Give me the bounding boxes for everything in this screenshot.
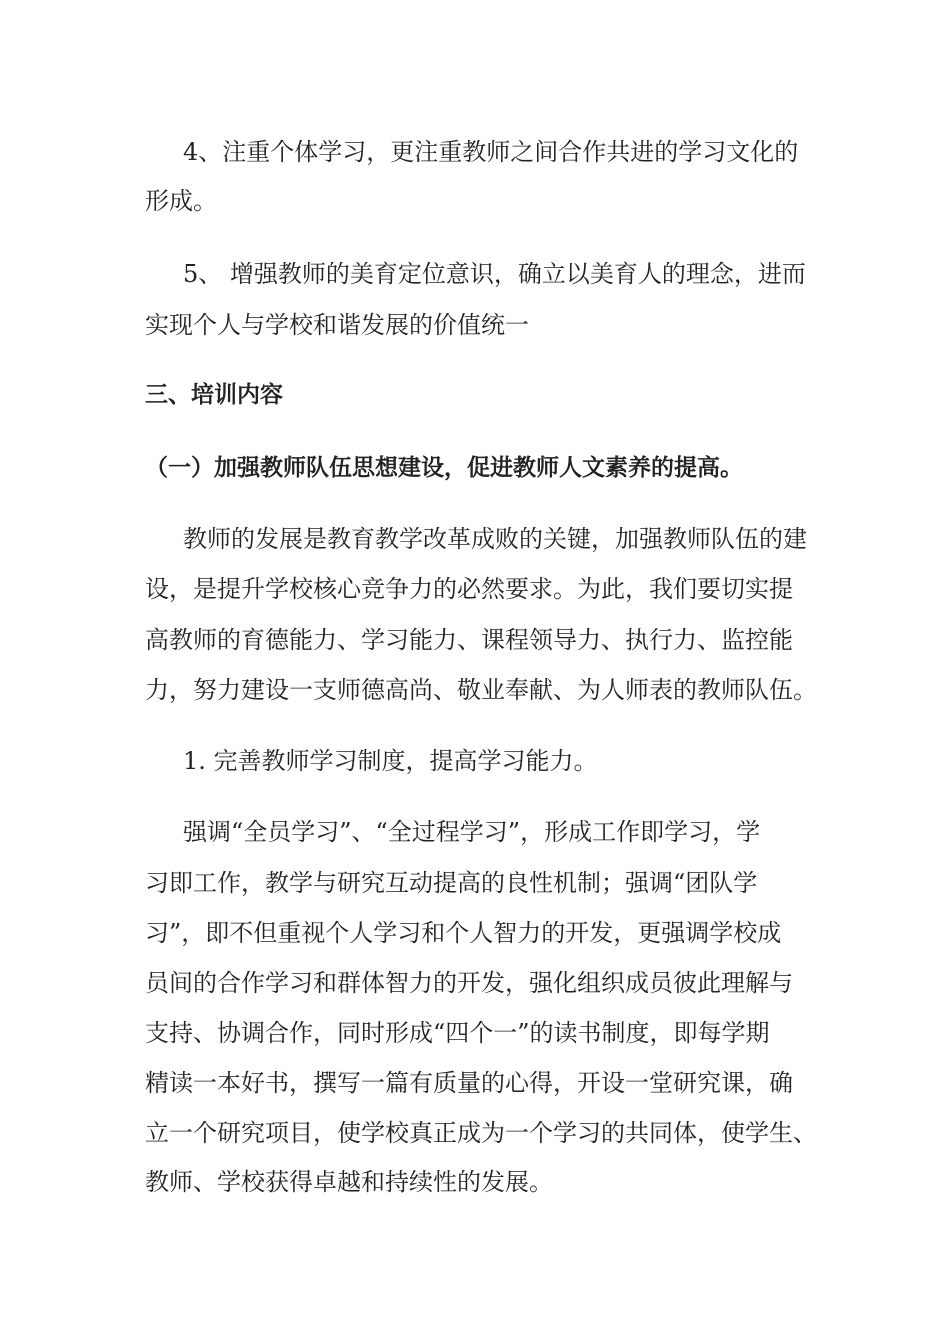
paragraph-2-line-4: 员间的合作学习和群体智力的开发，强化组织成员彼此理解与 (145, 969, 793, 997)
point-1-title: 1. 完善教师学习制度，提高学习能力。 (183, 747, 598, 775)
paragraph-1-line-4: 力，努力建设一支师德高尚、敬业奉献、为人师表的教师队伍。 (145, 676, 817, 704)
paragraph-2-line-3: 习”，即不但重视个人学习和个人智力的开发，更强调学校成 (145, 919, 782, 947)
paragraph-1-line-2: 设，是提升学校核心竞争力的必然要求。为此，我们要切实提 (145, 575, 793, 603)
paragraph-2-line-7: 立一个研究项目，使学校真正成为一个学习的共同体，使学生、 (145, 1119, 817, 1147)
paragraph-2-line-6: 精读一本好书，撰写一篇有质量的心得，开设一堂研究课，确 (145, 1069, 793, 1097)
item-4-line-1: 4、注重个体学习，更注重教师之间合作共进的学习文化的 (183, 138, 799, 166)
paragraph-1-line-3: 高教师的育德能力、学习能力、课程领导力、执行力、监控能 (145, 626, 793, 654)
paragraph-2-line-5: 支持、协调合作，同时形成“四个一”的读书制度，即每学期 (145, 1019, 770, 1047)
paragraph-1-line-1: 教师的发展是教育教学改革成败的关键，加强教师队伍的建 (183, 525, 807, 553)
section-3-title: 三、培训内容 (145, 382, 283, 408)
subsection-1-title: （一）加强教师队伍思想建设，促进教师人文素养的提高。 (145, 455, 743, 481)
paragraph-2-line-8: 教师、学校获得卓越和持续性的发展。 (145, 1168, 553, 1196)
item-5-line-2: 实现个人与学校和谐发展的价值统一 (145, 311, 529, 339)
item-4-line-2: 形成。 (145, 187, 217, 215)
paragraph-2-line-2: 习即工作，教学与研究互动提高的良性机制；强调“团队学 (145, 869, 758, 897)
item-5-line-1: 5、 增强教师的美育定位意识，确立以美育人的理念，进而 (183, 260, 806, 288)
paragraph-2-line-1: 强调“全员学习”、“全过程学习”，形成工作即学习，学 (183, 818, 761, 846)
